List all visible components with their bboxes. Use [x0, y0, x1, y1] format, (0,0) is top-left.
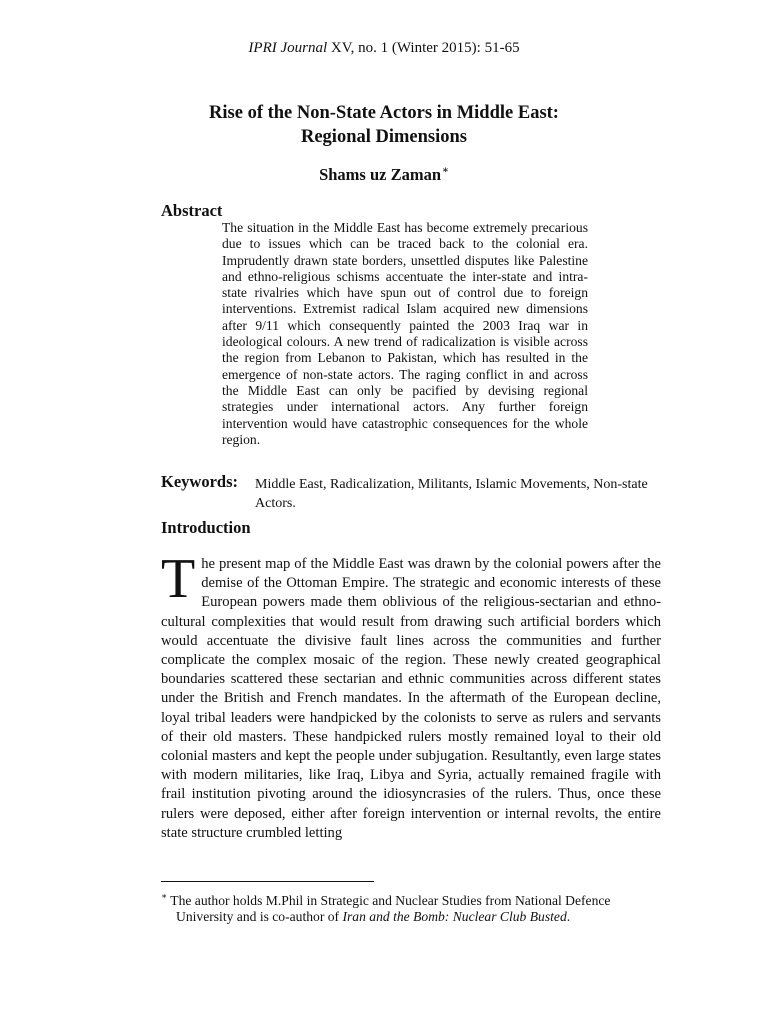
author-name: Shams uz Zaman — [319, 165, 442, 184]
footnote-end: . — [566, 909, 571, 924]
journal-name: IPRI Journal — [248, 40, 328, 56]
footnote-mark: ∗ — [161, 891, 168, 901]
journal-header — [0, 40, 768, 57]
footnote-divider — [161, 881, 374, 882]
drop-cap: T — [161, 548, 196, 610]
abstract-text: The situation in the Middle East has become extremely precarious due to issues which can be traced back to the colonial era. Imprudently drawn state borders, unsettled disputes like Palestine and ethno-religious schisms accentuate the inter-state and intra-state rivalries which have spun out of control due to foreign interventions. Extremist radical Islam acquired new dimensions after 9/11 which consequently painted the 2003 Iraq war in ideological colours. A new trend of radicalization is visible across the region from Lebanon to Pakistan, which has resulted in the emergence of non-state actors. The raging conflict in and across the Middle East can only be pacified by devising regional strategies under international actors. Any further foreign intervention would have catastrophic consequences for the whole region. — [222, 220, 588, 447]
footnote-text-line1: The author holds M.Phil in Strategic and Nuclear Studies from National Defence — [167, 893, 611, 908]
abstract-heading: Abstract — [161, 201, 223, 220]
article-title — [0, 101, 768, 149]
introduction-heading: Introduction — [161, 518, 251, 537]
author-name-block — [0, 165, 768, 185]
footnote-line1 — [161, 888, 666, 909]
author-footnote-mark: ∗ — [442, 165, 449, 176]
keywords-label: Keywords: — [161, 472, 238, 491]
journal-citation: XV, no. 1 (Winter 2015): 51-65 — [327, 40, 520, 56]
footnote — [161, 888, 666, 925]
keywords-text: Middle East, Radicalization, Militants, Islamic Movements, Non-state Actors. — [255, 477, 648, 511]
footnote-book-title: Iran and the Bomb: Nuclear Club Busted — [342, 909, 567, 924]
footnote-line2 — [161, 909, 666, 925]
introduction-paragraph — [161, 548, 661, 843]
footnote-text-line2: University and is co-author of — [176, 909, 343, 924]
article-title-line2: Regional Dimensions — [300, 127, 467, 147]
introduction-text: he present map of the Middle East was drawn by the colonial powers after the demise of the Ottoman Empire. The strategic and economic interests of these European powers made them oblivious of the religious-sectarian and ethno-cultural complexities that would result from drawing such artificial borders which would accentuate the divisive fault lines across the communities and further complicate the complex mosaic of the region. These newly created geographical boundaries scattered these sectarian and ethnic communities across different states under the British and French mandates. In the aftermath of the European decline, loyal tribal leaders were handpicked by the colonists to serve as rulers and servants of their old masters. These handpicked rulers mostly remained loyal to their old colonial masters and kept the people under subjugation. Resultantly, even large states with modern militaries, like Iraq, Libya and Syria, actually remained fragile with frail institution pivoting around the idiosyncrasies of the rulers. Thus, once these rulers were deposed, either after foreign intervention or internal revolts, the entire state structure crumbled letting — [161, 556, 661, 841]
article-title-line1: Rise of the Non-State Actors in Middle East: — [209, 103, 559, 123]
